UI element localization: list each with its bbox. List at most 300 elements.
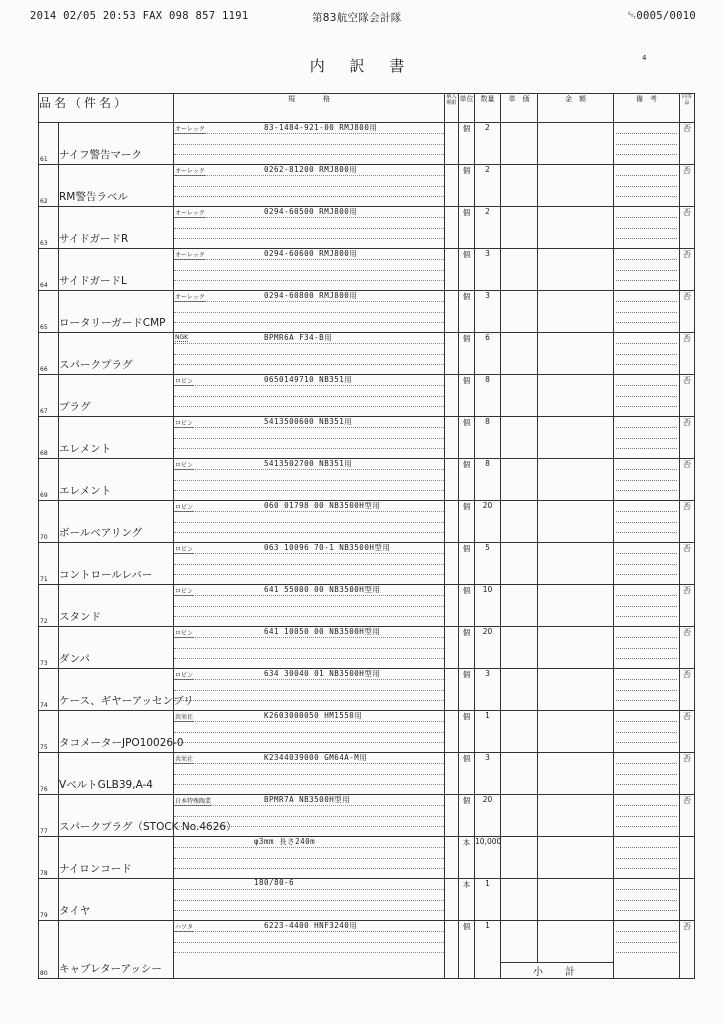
quantity: 8	[485, 375, 490, 384]
equivalent-flag: 否	[683, 376, 692, 385]
spec-cell	[174, 837, 445, 879]
note-rule	[616, 396, 677, 397]
amount-cell	[538, 249, 614, 291]
row-number-cell	[39, 879, 59, 921]
table-row	[39, 921, 695, 963]
row-number-cell	[39, 249, 59, 291]
spec-rule	[174, 196, 444, 197]
qty-cell	[475, 291, 501, 333]
note-rule	[616, 438, 677, 439]
spec-rule	[174, 742, 444, 743]
equivalent-flag: 否	[683, 712, 692, 721]
maker-name: ハツタ	[175, 924, 193, 931]
spec-text: 634 30040 01 NB3500H型用	[264, 669, 381, 678]
equivalent-cell	[680, 711, 695, 753]
unit-cell	[459, 921, 475, 979]
spec-rule	[174, 154, 444, 155]
table-row	[39, 543, 695, 585]
spec-text: 063 10096 70-1 NB3500H型用	[264, 543, 391, 552]
doc-cell	[445, 753, 459, 795]
unit: 個	[462, 418, 471, 427]
qty-cell	[475, 543, 501, 585]
equivalent-cell	[680, 921, 695, 979]
header-spec: 規 格	[174, 94, 445, 123]
row-number: 67	[40, 408, 48, 415]
unit: 個	[462, 460, 471, 469]
amount-cell	[538, 753, 614, 795]
note-rule	[616, 270, 677, 271]
note-rule	[616, 532, 677, 533]
row-number-cell	[39, 753, 59, 795]
price-cell	[501, 753, 538, 795]
note-rule	[616, 564, 677, 565]
itemized-table	[38, 93, 695, 979]
spec-rule	[174, 354, 444, 355]
spec-rule	[174, 858, 444, 859]
equivalent-cell	[680, 249, 695, 291]
note-cell	[614, 795, 680, 837]
spec-rule	[174, 679, 444, 680]
quantity: 8	[485, 459, 490, 468]
row-number-cell	[39, 375, 59, 417]
doc-cell	[445, 795, 459, 837]
qty-cell	[475, 165, 501, 207]
row-number: 63	[40, 240, 48, 247]
item-name-cell	[59, 879, 174, 921]
unit: 個	[462, 628, 471, 637]
spec-rule	[174, 553, 444, 554]
unit: 個	[462, 796, 471, 805]
doc-cell	[445, 249, 459, 291]
note-rule	[616, 490, 677, 491]
spec-cell	[174, 879, 445, 921]
fax-header-left: 2014 02/05 20:53 FAX 098 857 1191	[30, 10, 249, 22]
quantity: 3	[485, 669, 490, 678]
quantity: 20	[482, 795, 493, 804]
item-name-cell	[59, 711, 184, 753]
unit-cell	[459, 795, 475, 837]
spec-rule	[174, 490, 444, 491]
unit-cell	[459, 879, 475, 921]
price-cell	[501, 627, 538, 669]
doc-cell	[445, 375, 459, 417]
note-rule	[616, 616, 677, 617]
row-number-cell	[39, 501, 59, 543]
row-number-cell	[39, 711, 59, 753]
amount-cell	[538, 291, 614, 333]
spec-cell	[174, 375, 445, 417]
doc-cell	[445, 879, 459, 921]
spec-text: BPMR6A F34-B用	[264, 333, 333, 342]
amount-cell	[538, 543, 614, 585]
maker-name: ロビン	[175, 378, 194, 385]
table-row	[39, 123, 695, 165]
spec-rule	[174, 469, 444, 470]
unit-cell	[459, 123, 475, 165]
note-rule	[616, 217, 677, 218]
doc-cell	[445, 837, 459, 879]
spec-rule	[174, 312, 444, 313]
row-number: 78	[40, 870, 48, 877]
price-cell	[501, 333, 538, 375]
note-rule	[616, 858, 677, 859]
note-rule	[616, 774, 677, 775]
price-cell	[501, 123, 538, 165]
equivalent-flag: 否	[683, 292, 692, 301]
unit-cell	[459, 711, 475, 753]
spec-rule	[174, 826, 444, 827]
note-cell	[614, 753, 680, 795]
spec-rule	[174, 889, 444, 890]
spec-rule	[174, 637, 444, 638]
row-number: 80	[40, 970, 48, 977]
note-rule	[616, 154, 677, 155]
equivalent-cell	[680, 333, 695, 375]
equivalent-flag: 否	[683, 796, 692, 805]
spec-text: 5413500600 NB351用	[264, 417, 353, 426]
equivalent-flag: 否	[683, 208, 692, 217]
spec-rule	[174, 144, 444, 145]
unit-cell	[459, 249, 475, 291]
qty-cell	[475, 417, 501, 459]
note-cell	[614, 879, 680, 921]
note-rule	[616, 144, 677, 145]
table-row	[39, 417, 695, 459]
quantity: 10	[482, 585, 493, 594]
unit: 個	[462, 922, 471, 931]
maker-name: オーレック	[175, 252, 205, 259]
unit: 個	[462, 544, 471, 553]
quantity: 1	[485, 711, 490, 720]
spec-rule	[174, 910, 444, 911]
item-name: ナイフ警告マーク	[59, 149, 142, 161]
equivalent-flag: 否	[683, 754, 692, 763]
qty-cell	[475, 123, 501, 165]
note-cell	[614, 375, 680, 417]
price-cell	[501, 207, 538, 249]
qty-cell	[475, 711, 501, 753]
quantity: 2	[485, 207, 490, 216]
spec-rule	[174, 942, 444, 943]
table-row	[39, 375, 695, 417]
doc-cell	[445, 459, 459, 501]
equivalent-flag: 否	[683, 586, 692, 595]
equivalent-flag: 否	[683, 418, 692, 427]
header-name: 品名（件名）	[39, 94, 174, 123]
equivalent-flag: 否	[683, 628, 692, 637]
note-rule	[616, 816, 677, 817]
spec-text: 641 55000 00 NB3500H型用	[264, 585, 381, 594]
maker-name: ロビン	[175, 546, 194, 553]
item-name-cell	[59, 753, 174, 795]
note-rule	[616, 648, 677, 649]
price-cell	[501, 837, 538, 879]
note-rule	[616, 679, 677, 680]
unit-cell	[459, 333, 475, 375]
qty-cell	[475, 459, 501, 501]
spec-rule	[174, 658, 444, 659]
equivalent-flag: 否	[683, 124, 692, 133]
price-cell	[501, 165, 538, 207]
maker-name: ロビン	[175, 420, 194, 427]
item-name: エレメント	[59, 443, 112, 455]
qty-cell	[475, 627, 501, 669]
spec-text: BPMR7A NB3500H型用	[264, 795, 351, 804]
spec-text: 060 01798 00 NB3500H型用	[264, 501, 381, 510]
equivalent-cell	[680, 627, 695, 669]
note-cell	[614, 585, 680, 627]
spec-cell	[174, 543, 445, 585]
spec-text: 83-1484-921-00 RMJ800用	[264, 123, 378, 132]
item-name: プラグ	[59, 401, 91, 413]
note-rule	[616, 942, 677, 943]
equivalent-cell	[680, 501, 695, 543]
equivalent-flag: 否	[683, 922, 692, 931]
unit-cell	[459, 165, 475, 207]
header-row	[39, 94, 695, 123]
spec-text: 0294-60600 RMJ800用	[264, 249, 358, 258]
note-rule	[616, 301, 677, 302]
note-rule	[616, 354, 677, 355]
unit: 個	[462, 712, 471, 721]
note-rule	[616, 868, 677, 869]
item-name: コントロールレバー	[59, 569, 153, 581]
unit-cell	[459, 669, 475, 711]
note-rule	[616, 175, 677, 176]
spec-rule	[174, 364, 444, 365]
note-cell	[614, 837, 680, 879]
unit: 個	[462, 208, 471, 217]
unit: 個	[462, 586, 471, 595]
note-rule	[616, 900, 677, 901]
item-name-cell	[59, 417, 174, 459]
unit-cell	[459, 585, 475, 627]
note-rule	[616, 847, 677, 848]
spec-rule	[174, 259, 444, 260]
item-name: タコメーターJPO10026-0	[59, 737, 184, 749]
row-number-cell	[39, 669, 59, 711]
note-rule	[616, 280, 677, 281]
qty-cell	[475, 207, 501, 249]
header-price: 単 価	[501, 94, 538, 123]
amount-cell	[538, 711, 614, 753]
note-rule	[616, 259, 677, 260]
row-number: 76	[40, 786, 48, 793]
equivalent-cell	[680, 123, 695, 165]
spec-cell	[174, 333, 445, 375]
row-number-cell	[39, 459, 59, 501]
price-cell	[501, 669, 538, 711]
note-rule	[616, 511, 677, 512]
spec-cell	[174, 459, 445, 501]
note-cell	[614, 417, 680, 459]
table-row	[39, 837, 695, 879]
maker-name: 日本特殊陶業	[175, 798, 212, 805]
spec-rule	[174, 438, 444, 439]
equivalent-cell	[680, 375, 695, 417]
quantity: 20	[482, 627, 493, 636]
qty-cell	[475, 375, 501, 417]
qty-cell	[475, 501, 501, 543]
maker-name: ロビン	[175, 504, 194, 511]
table-row	[39, 207, 695, 249]
unit: 個	[462, 754, 471, 763]
maker-name: オーレック	[175, 210, 205, 217]
maker-name: 共栄社	[175, 714, 194, 721]
spec-rule	[174, 406, 444, 407]
amount-cell	[538, 165, 614, 207]
equivalent-cell	[680, 459, 695, 501]
amount-cell	[538, 585, 614, 627]
spec-rule	[174, 774, 444, 775]
equivalent-flag: 否	[683, 166, 692, 175]
spec-rule	[174, 700, 444, 701]
note-rule	[616, 805, 677, 806]
amount-cell	[538, 375, 614, 417]
note-rule	[616, 690, 677, 691]
spec-cell	[174, 165, 445, 207]
spec-rule	[174, 931, 444, 932]
spec-rule	[174, 574, 444, 575]
spec-rule	[174, 952, 444, 953]
item-name-cell	[59, 501, 174, 543]
equivalent-cell	[680, 669, 695, 711]
item-name-cell	[59, 333, 174, 375]
quantity: 6	[485, 333, 490, 342]
unit-cell	[459, 375, 475, 417]
row-number: 77	[40, 828, 48, 835]
equivalent-cell	[680, 291, 695, 333]
price-cell	[501, 921, 538, 963]
spec-rule	[174, 280, 444, 281]
amount-cell	[538, 207, 614, 249]
maker-name: 共栄社	[175, 756, 194, 763]
spec-cell	[174, 669, 445, 711]
doc-cell	[445, 417, 459, 459]
unit-cell	[459, 291, 475, 333]
row-number: 68	[40, 450, 48, 457]
item-name: エレメント	[59, 485, 112, 497]
note-cell	[614, 165, 680, 207]
doc-cell	[445, 627, 459, 669]
note-rule	[616, 732, 677, 733]
maker-name: オーレック	[175, 126, 205, 133]
spec-rule	[174, 868, 444, 869]
price-cell	[501, 711, 538, 753]
page-title: 内 訳 書	[309, 57, 415, 75]
maker-name: ロビン	[175, 462, 194, 469]
spec-rule	[174, 784, 444, 785]
spec-rule	[174, 816, 444, 817]
maker-name: ロビン	[175, 588, 194, 595]
unit: 個	[462, 670, 471, 679]
amount-cell	[538, 669, 614, 711]
item-name-cell	[59, 543, 174, 585]
note-rule	[616, 763, 677, 764]
doc-cell	[445, 333, 459, 375]
spec-cell	[174, 585, 445, 627]
unit: 個	[462, 250, 471, 259]
quantity: 8	[485, 417, 490, 426]
note-rule	[616, 910, 677, 911]
item-name-cell	[59, 837, 174, 879]
amount-cell	[538, 333, 614, 375]
note-rule	[616, 742, 677, 743]
row-number-cell	[39, 795, 59, 837]
spec-cell	[174, 123, 445, 165]
item-name: タイヤ	[59, 905, 91, 917]
quantity: 2	[485, 165, 490, 174]
item-name-cell	[59, 921, 174, 979]
item-name: ロータリーガードCMP	[59, 317, 166, 329]
item-name: スパークプラグ	[59, 359, 133, 371]
header-unit: 単位	[459, 94, 475, 123]
spec-cell	[174, 795, 445, 837]
item-name: サイドガードL	[59, 275, 127, 287]
maker-name: ロビン	[175, 630, 194, 637]
spec-rule	[174, 385, 444, 386]
note-rule	[616, 364, 677, 365]
table-row	[39, 585, 695, 627]
equivalent-cell	[680, 879, 695, 921]
doc-cell	[445, 921, 459, 979]
spec-rule	[174, 522, 444, 523]
unit-cell	[459, 207, 475, 249]
spec-rule	[174, 732, 444, 733]
spec-rule	[174, 564, 444, 565]
note-rule	[616, 196, 677, 197]
spec-rule	[174, 721, 444, 722]
note-rule	[616, 427, 677, 428]
row-number-cell	[39, 417, 59, 459]
spec-rule	[174, 133, 444, 134]
header-amount: 金 額	[538, 94, 614, 123]
spec-rule	[174, 217, 444, 218]
item-name: サイドガードR	[59, 233, 129, 245]
note-rule	[616, 228, 677, 229]
spec-rule	[174, 606, 444, 607]
amount-cell	[538, 459, 614, 501]
amount-cell	[538, 627, 614, 669]
spec-text: φ3mm 長さ240m	[254, 837, 316, 846]
spec-rule	[174, 396, 444, 397]
unit: 本	[462, 838, 471, 847]
qty-cell	[475, 669, 501, 711]
amount-cell	[538, 879, 614, 921]
spec-rule	[174, 648, 444, 649]
row-number-cell	[39, 123, 59, 165]
item-name: スパークプラグ（STOCK No.4626）	[59, 821, 237, 833]
item-name-cell	[59, 249, 174, 291]
quantity: 5	[485, 543, 490, 552]
equivalent-flag: 否	[683, 502, 692, 511]
row-number: 65	[40, 324, 48, 331]
fax-header-sender: 第83航空隊会計隊	[312, 12, 402, 24]
price-cell	[501, 795, 538, 837]
note-rule	[616, 522, 677, 523]
doc-cell	[445, 207, 459, 249]
row-number: 73	[40, 660, 48, 667]
qty-cell	[475, 585, 501, 627]
doc-cell	[445, 501, 459, 543]
spec-rule	[174, 427, 444, 428]
item-name: スタンド	[59, 611, 101, 623]
row-number: 70	[40, 534, 48, 541]
unit-cell	[459, 627, 475, 669]
spec-rule	[174, 270, 444, 271]
row-number: 62	[40, 198, 48, 205]
price-cell	[501, 501, 538, 543]
